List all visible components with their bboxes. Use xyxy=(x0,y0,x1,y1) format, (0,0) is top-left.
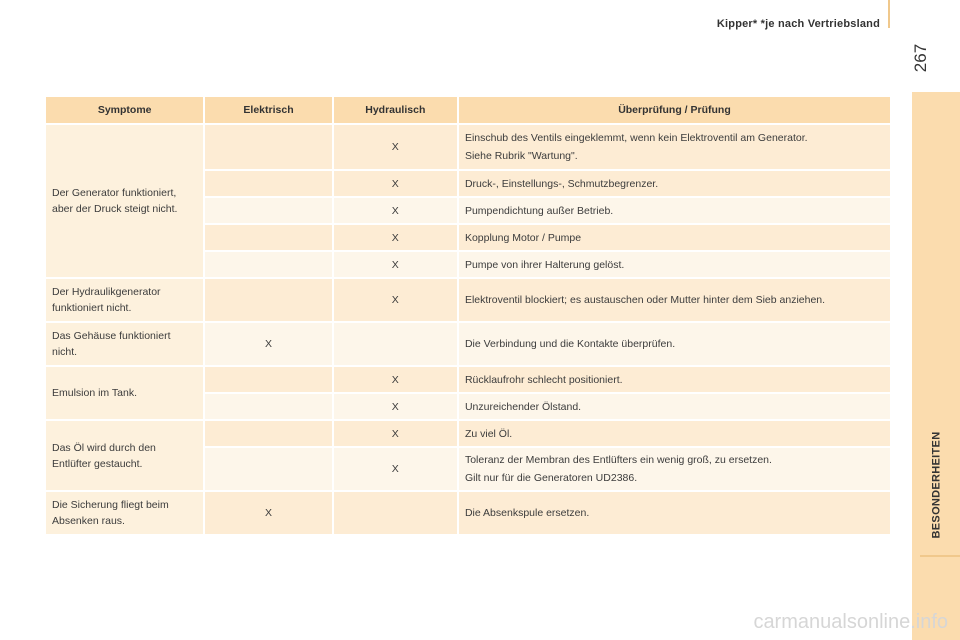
hydraulisch-cell: X xyxy=(334,198,457,223)
check-cell: Kopplung Motor / Pumpe xyxy=(459,225,890,250)
side-tab-divider xyxy=(920,555,960,557)
column-header-symptome: Symptome xyxy=(46,97,203,123)
hydraulisch-cell: X xyxy=(334,394,457,419)
check-cell: Druck-, Einstellungs-, Schmutzbegrenzer. xyxy=(459,171,890,196)
hydraulisch-cell: X xyxy=(334,171,457,196)
hydraulisch-cell: X xyxy=(334,421,457,446)
symptom-cell: Emulsion im Tank. xyxy=(46,367,203,419)
elektrisch-cell xyxy=(205,171,331,196)
hydraulisch-cell: X xyxy=(334,252,457,277)
column-header-pruefung: Überprüfung / Prüfung xyxy=(459,97,890,123)
check-cell: Die Verbindung und die Kontakte überprüfen. xyxy=(459,323,890,365)
check-cell: Die Absenkspule ersetzen. xyxy=(459,492,890,534)
side-tab-label: BESONDERHEITEN xyxy=(930,431,943,539)
table-row xyxy=(46,323,890,365)
hydraulisch-cell: X xyxy=(334,279,457,321)
side-tab-label-wrap xyxy=(912,400,960,570)
elektrisch-cell xyxy=(205,367,331,392)
check-text-note: Gilt nur für die Generatoren UD2386. xyxy=(464,472,638,484)
page-number: 267 xyxy=(911,43,930,73)
check-cell xyxy=(459,125,890,169)
check-cell: Pumpendichtung außer Betrieb. xyxy=(459,198,890,223)
table-row xyxy=(46,125,890,169)
column-header-elektrisch: Elektrisch xyxy=(205,97,331,123)
page-header-title: Kipper* *je nach Vertriebsland xyxy=(716,18,880,30)
table-row xyxy=(46,367,890,392)
check-cell: Zu viel Öl. xyxy=(459,421,890,446)
elektrisch-cell xyxy=(205,198,331,223)
table-row xyxy=(46,421,890,446)
symptom-cell: Der Generator funktioniert, aber der Druck steigt nicht. xyxy=(46,125,203,277)
check-cell: Elektroventil blockiert; es austauschen oder Mutter hinter dem Sieb anziehen. xyxy=(459,279,890,321)
check-text: Einschub des Ventils eingeklemmt, wenn kein Elektroventil am Generator. xyxy=(464,132,808,144)
symptom-cell: Die Sicherung fliegt beim Absenken raus. xyxy=(46,492,203,534)
watermark: carmanualsonline.info xyxy=(753,611,948,633)
elektrisch-cell xyxy=(205,279,331,321)
check-text-note: Siehe Rubrik "Wartung". xyxy=(464,150,578,162)
check-cell: Unzureichender Ölstand. xyxy=(459,394,890,419)
check-cell: Rücklaufrohr schlecht positioniert. xyxy=(459,367,890,392)
check-text: Toleranz der Membran des Entlüfters ein wenig groß, zu ersetzen. xyxy=(464,454,772,466)
hydraulisch-cell: X xyxy=(334,125,457,169)
symptom-cell: Das Gehäuse funktioniert nicht. xyxy=(46,323,203,365)
header-rule xyxy=(888,0,890,28)
elektrisch-cell xyxy=(205,421,331,446)
hydraulisch-cell xyxy=(334,492,457,534)
column-header-hydraulisch: Hydraulisch xyxy=(334,97,457,123)
hydraulisch-cell: X xyxy=(334,225,457,250)
elektrisch-cell xyxy=(205,394,331,419)
elektrisch-cell xyxy=(205,125,331,169)
troubleshooting-table xyxy=(44,95,892,536)
table-row xyxy=(46,279,890,321)
table-row xyxy=(46,492,890,534)
elektrisch-cell: X xyxy=(205,492,331,534)
elektrisch-cell: X xyxy=(205,323,331,365)
symptom-cell: Der Hydraulikgenerator funktioniert nicht. xyxy=(46,279,203,321)
elektrisch-cell xyxy=(205,448,331,490)
hydraulisch-cell: X xyxy=(334,367,457,392)
hydraulisch-cell: X xyxy=(334,448,457,490)
check-cell: Pumpe von ihrer Halterung gelöst. xyxy=(459,252,890,277)
check-cell xyxy=(459,448,890,490)
elektrisch-cell xyxy=(205,225,331,250)
elektrisch-cell xyxy=(205,252,331,277)
table-header-row xyxy=(46,97,890,123)
hydraulisch-cell xyxy=(334,323,457,365)
symptom-cell: Das Öl wird durch den Entlüfter gestaucht. xyxy=(46,421,203,490)
